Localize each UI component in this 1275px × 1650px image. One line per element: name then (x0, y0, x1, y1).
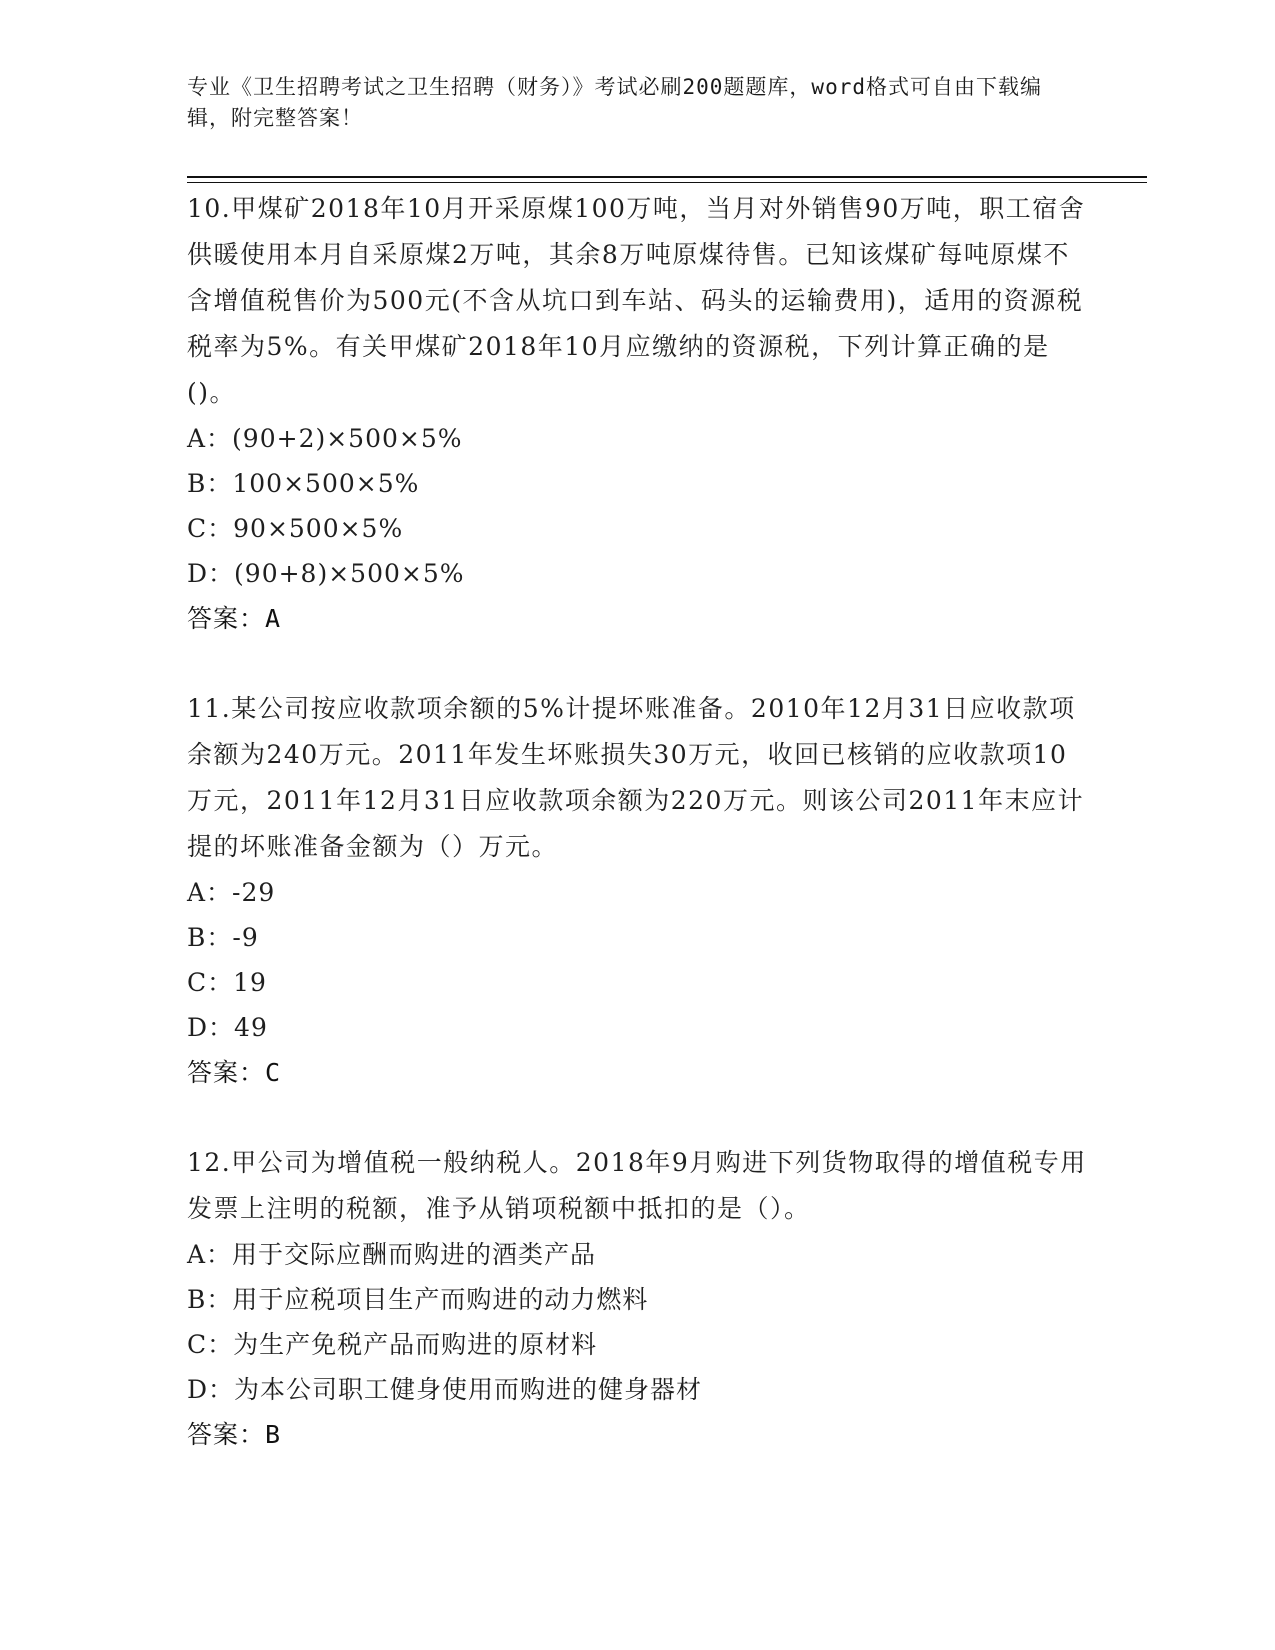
option-b: B：-9 (187, 923, 259, 952)
option-c: C：为生产免税产品而购进的原材料 (187, 1330, 598, 1359)
option-a: A：(90+2)×500×5% (187, 424, 463, 453)
question-item (187, 1140, 1087, 1458)
question-spacer (187, 1096, 1087, 1140)
option-c: C：19 (187, 968, 267, 997)
option-b: B：用于应税项目生产而购进的动力燃料 (187, 1285, 649, 1314)
question-stem: 11.某公司按应收款项余额的5%计提坏账准备。2010年12月31日应收款项余额为240万元。2011年发生坏账损失30万元，收回已核销的应收款项10万元，2011年12月31日应收款项余额为220万元。则该公司2011年末应计提的坏账准备金额为（）万元。 (187, 694, 1085, 861)
question-list (187, 186, 1087, 1458)
answer-line: 答案：A (187, 604, 282, 633)
option-b: B：100×500×5% (187, 469, 420, 498)
option-c: C：90×500×5% (187, 514, 404, 543)
document-header: 专业《卫生招聘考试之卫生招聘（财务）》考试必刷200题题库，word格式可自由下载编辑，附完整答案！ (187, 75, 1042, 130)
answer-line: 答案：C (187, 1058, 282, 1087)
header-rule-thin (187, 182, 1147, 183)
question-stem: 12.甲公司为增值税一般纳税人。2018年9月购进下列货物取得的增值税专用发票上注明的税额，准予从销项税额中抵扣的是（）。 (187, 1148, 1087, 1223)
option-a: A：-29 (187, 878, 276, 907)
question-item (187, 686, 1087, 1096)
header-rule-thick (187, 176, 1147, 178)
option-d: D：为本公司职工健身使用而购进的健身器材 (187, 1375, 703, 1404)
question-spacer (187, 642, 1087, 686)
answer-line: 答案：B (187, 1420, 282, 1449)
option-a: A：用于交际应酬而购进的酒类产品 (187, 1240, 597, 1269)
option-d: D：49 (187, 1013, 268, 1042)
option-d: D：(90+8)×500×5% (187, 559, 465, 588)
question-item (187, 186, 1087, 642)
question-stem: 10.甲煤矿2018年10月开采原煤100万吨，当月对外销售90万吨，职工宿舍供暖使用本月自采原煤2万吨，其余8万吨原煤待售。已知该煤矿每吨原煤不含增值税售价为500元(不含从坑口到车站、码头的运输费用)，适用的资源税税率为5%。有关甲煤矿2018年10月应缴纳的资源税，下列计算正确的是()。 (187, 194, 1086, 407)
